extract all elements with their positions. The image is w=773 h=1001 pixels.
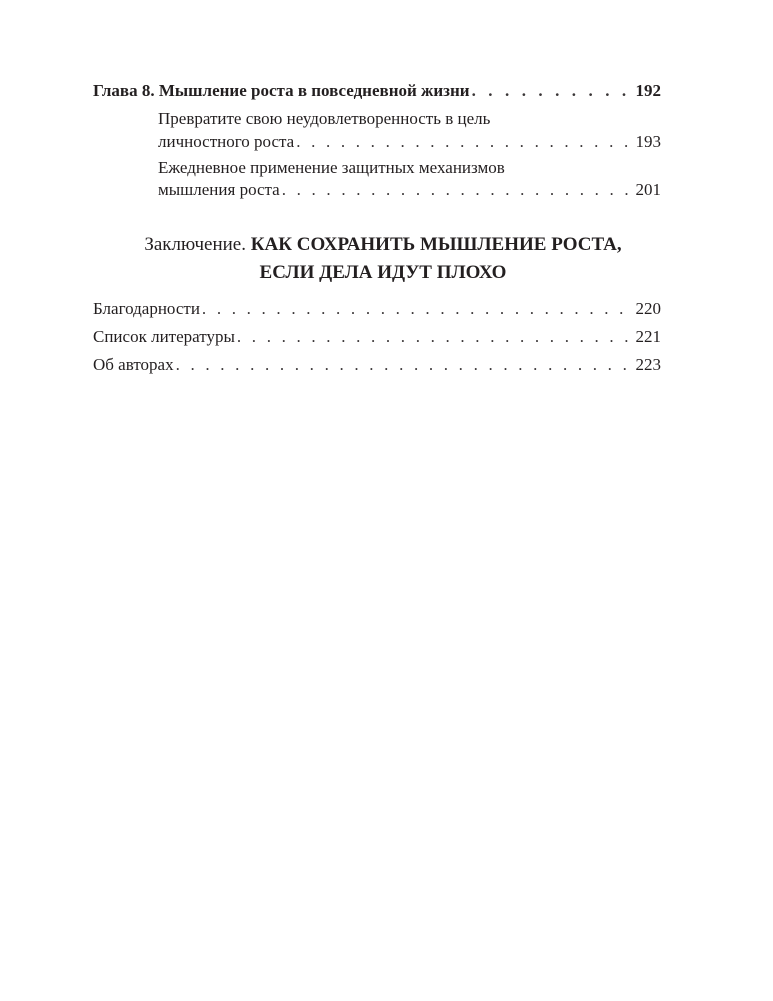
entry-page-number: 220 — [635, 299, 661, 318]
entry-title: мышления роста — [158, 180, 280, 199]
entry-title: Список литературы — [93, 327, 235, 346]
chapter-title: Глава 8. Мышление роста в повседневной жизни — [93, 81, 470, 100]
toc-entry-1[interactable] — [158, 131, 661, 153]
entry-page-number: 193 — [635, 132, 661, 151]
entry-page-number: 201 — [635, 180, 661, 199]
toc-entry-2-line1[interactable]: Ежедневное применение защитных механизмов — [158, 158, 505, 177]
toc-entry-2[interactable] — [158, 179, 661, 201]
toc-about-authors[interactable] — [93, 354, 661, 376]
dot-leader — [472, 80, 634, 102]
toc-bibliography[interactable] — [93, 326, 661, 348]
dot-leader — [237, 326, 634, 348]
toc-acknowledgements[interactable] — [93, 298, 661, 320]
toc-conclusion-heading[interactable] — [93, 231, 673, 287]
entry-title: Благодарности — [93, 299, 200, 318]
dot-leader — [176, 354, 634, 376]
conclusion-title-part-2: ЕСЛИ ДЕЛА ИДУТ ПЛОХО — [259, 262, 507, 283]
conclusion-line-1 — [93, 231, 673, 259]
entry-page-number: 223 — [635, 355, 661, 374]
entry-page-number: 221 — [635, 327, 661, 346]
conclusion-title-part-1: КАК СОХРАНИТЬ МЫШЛЕНИЕ РОСТА, — [250, 234, 622, 255]
entry-title: личностного роста — [158, 132, 295, 151]
toc-chapter-8[interactable] — [93, 80, 661, 102]
conclusion-prefix: Заключение. — [144, 234, 251, 255]
toc-entry-1-line1[interactable]: Превратите свою неудовлетворенность в цель — [158, 109, 491, 128]
dot-leader — [202, 298, 634, 320]
dot-leader — [282, 179, 634, 201]
chapter-page-number: 192 — [635, 81, 661, 100]
entry-title: Об авторах — [93, 355, 174, 374]
dot-leader — [296, 131, 633, 153]
